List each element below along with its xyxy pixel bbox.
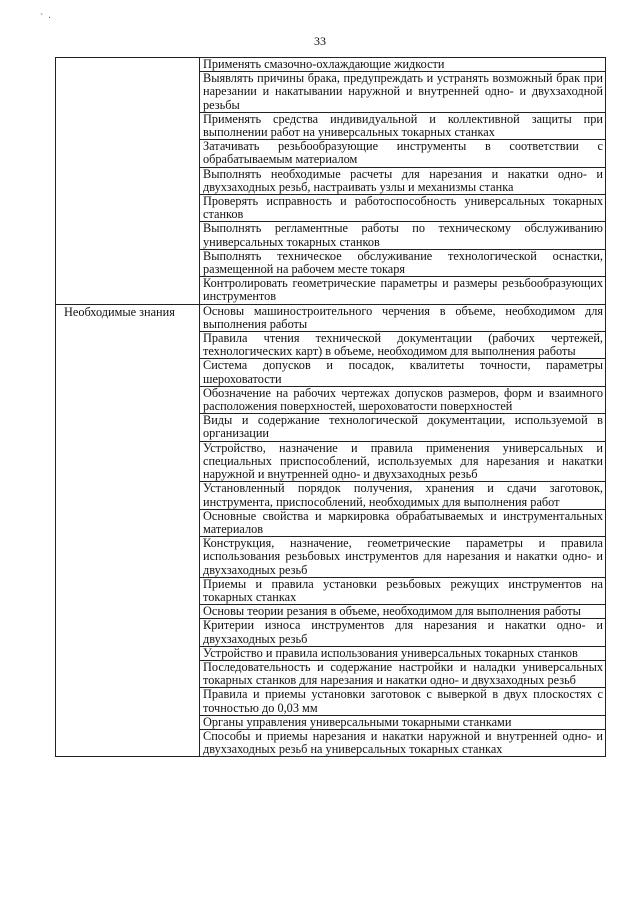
requirement-item: Критерии износа инструментов для нарезания и накатки одно- и двухзаходных резьб bbox=[200, 619, 606, 646]
requirement-item: Основы теории резания в объеме, необходимом для выполнения работы bbox=[200, 605, 606, 619]
requirements-table bbox=[55, 57, 606, 757]
requirement-item: Применять смазочно-охлаждающие жидкости bbox=[200, 58, 606, 72]
requirements-table-body bbox=[56, 58, 606, 757]
table-row bbox=[56, 304, 606, 331]
requirement-item: Правила и приемы установки заготовок с выверкой в двух плоскостях с точностью до 0,03 мм bbox=[200, 688, 606, 715]
requirement-item: Обозначение на рабочих чертежах допусков размеров, форм и взаимного расположения поверхностей, шероховатости поверхностей bbox=[200, 386, 606, 413]
requirement-item: Выявлять причины брака, предупреждать и устранять возможный брак при нарезании и накатывании наружной и внутренней одно- и двухзаходной резьбы bbox=[200, 72, 606, 113]
requirement-item: Основы машиностроительного черчения в объеме, необходимом для выполнения работы bbox=[200, 304, 606, 331]
requirement-item: Выполнять необходимые расчеты для нарезания и накатки одно- и двухзаходных резьб, настраивать узлы и механизмы станка bbox=[200, 167, 606, 194]
requirement-item: Конструкция, назначение, геометрические параметры и правила использования резьбовых инструментов для нарезания и накатки одно- и двухзаходных резьб bbox=[200, 537, 606, 578]
requirement-item: Основные свойства и маркировка обрабатываемых и инструментальных материалов bbox=[200, 509, 606, 536]
requirement-item: Система допусков и посадок, квалитеты точности, параметры шероховатости bbox=[200, 359, 606, 386]
requirement-item: Устройство и правила использования универсальных токарных станков bbox=[200, 646, 606, 660]
section-label: Необходимые знания bbox=[64, 304, 175, 319]
page-number: 33 bbox=[314, 34, 326, 48]
requirement-item: Устройство, назначение и правила применения универсальных и специальных приспособлений, используемых для нарезания и накатки наружной и внутренней одно- и двухзаходных резьб bbox=[200, 441, 606, 482]
scan-corner-mark: ` · bbox=[40, 13, 53, 24]
knowledge-section-label-cell bbox=[56, 304, 200, 757]
requirement-item: Органы управления универсальными токарными станками bbox=[200, 715, 606, 729]
requirement-item: Виды и содержание технологической документации, используемой в организации bbox=[200, 414, 606, 441]
requirement-item: Правила чтения технической документации (рабочих чертежей, технологических карт) в объеме, необходимом для выполнения работы bbox=[200, 332, 606, 359]
requirement-item: Установленный порядок получения, хранения и сдачи заготовок, инструмента, приспособлений, необходимых для выполнения работ bbox=[200, 482, 606, 509]
requirement-item: Контролировать геометрические параметры и размеры резьбообразующих инструментов bbox=[200, 277, 606, 304]
table-row bbox=[56, 58, 606, 72]
requirement-item: Выполнять регламентные работы по техническому обслуживанию универсальных токарных станков bbox=[200, 222, 606, 249]
requirement-item: Применять средства индивидуальной и коллективной защиты при выполнении работ на универсальных токарных станках bbox=[200, 112, 606, 139]
requirement-item: Затачивать резьбообразующие инструменты в соответствии с обрабатываемым материалом bbox=[200, 140, 606, 167]
requirement-item: Последовательность и содержание настройки и наладки универсальных токарных станков для нарезания и накатки одно- и двухзаходных резьб bbox=[200, 660, 606, 687]
skills-section-label-cell bbox=[56, 58, 200, 305]
section-label bbox=[59, 58, 197, 59]
requirement-item: Выполнять техническое обслуживание технологической оснастки, размещенной на рабочем месте токаря bbox=[200, 249, 606, 276]
requirement-item: Способы и приемы нарезания и накатки наружной и внутренней одно- и двухзаходных резьб на универсальных токарных станках bbox=[200, 729, 606, 756]
requirement-item: Проверять исправность и работоспособность универсальных токарных станков bbox=[200, 195, 606, 222]
requirement-item: Приемы и правила установки резьбовых режущих инструментов на токарных станках bbox=[200, 577, 606, 604]
